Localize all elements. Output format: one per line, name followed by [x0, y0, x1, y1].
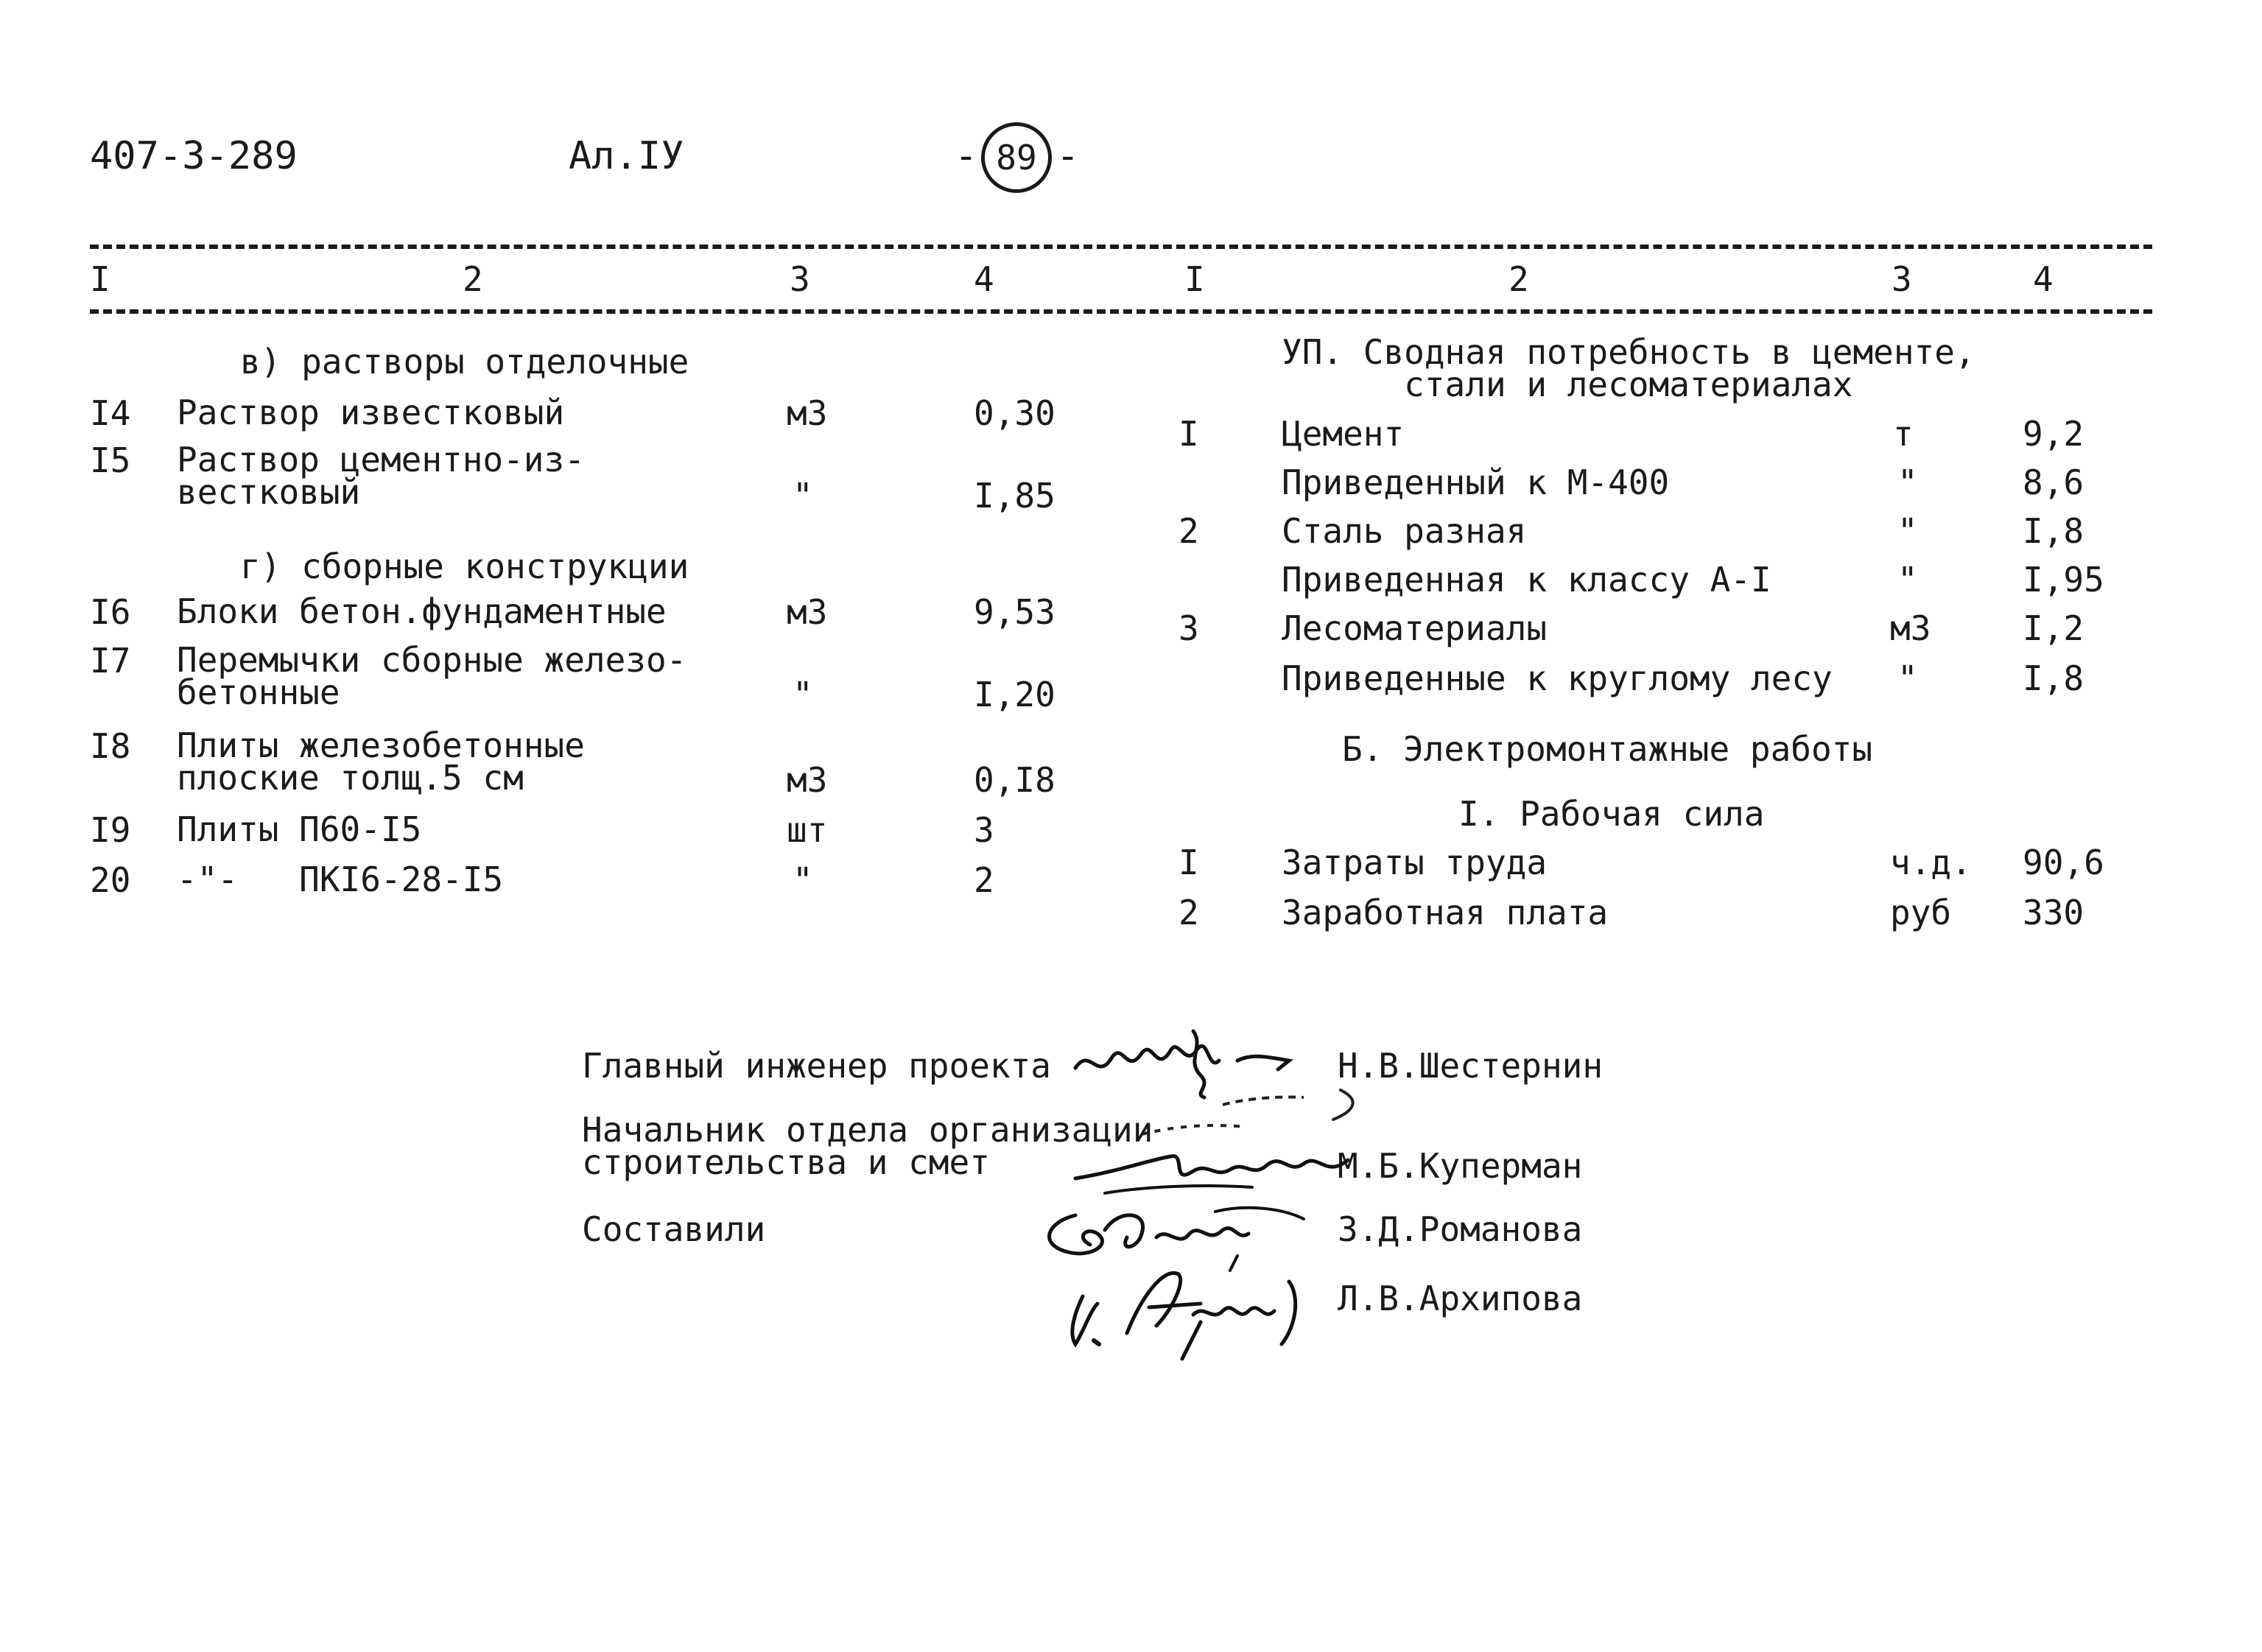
- row-name: Раствор цементно-из- вестковый: [177, 440, 585, 512]
- row-value: I,20: [974, 675, 1056, 714]
- column-header: I: [90, 259, 110, 299]
- row-name: Перемычки сборные железо- бетонные: [177, 640, 687, 712]
- row-name: Сталь разная: [1282, 511, 1527, 551]
- row-value: 0,30: [974, 393, 1056, 433]
- dept-head-title: Начальник отдела организации строительства и смет: [582, 1110, 1153, 1182]
- page-dash-left: -: [955, 134, 978, 178]
- row-number: I8: [90, 726, 131, 766]
- row-unit: ": [1897, 463, 1918, 502]
- row-number: I5: [90, 440, 131, 480]
- row-name: Заработная плата: [1282, 893, 1609, 932]
- row-unit: ": [1897, 658, 1918, 698]
- row-number: I: [1179, 843, 1199, 882]
- row-name: Блоки бетон.фундаментные: [177, 591, 667, 631]
- row-value: 8,6: [2023, 463, 2084, 502]
- compiler-1-name: З.Д.Романова: [1338, 1209, 1583, 1249]
- row-number: 2: [1179, 511, 1199, 551]
- row-value: 9,53: [974, 592, 1056, 632]
- row-number: 20: [90, 860, 131, 900]
- row-unit: ": [793, 675, 813, 714]
- row-unit: м3: [787, 760, 828, 800]
- row-value: 90,6: [2023, 843, 2104, 882]
- column-header: 4: [2033, 259, 2054, 299]
- row-number: I6: [90, 592, 131, 632]
- row-unit: ч.д.: [1890, 843, 1972, 882]
- row-unit: м3: [787, 393, 828, 433]
- row-name: Приведенные к круглому лесу: [1282, 658, 1833, 698]
- column-header: 2: [1508, 259, 1529, 299]
- chief-engineer-title: Главный инженер проекта: [582, 1046, 1051, 1086]
- dept-head-name: М.Б.Куперман: [1338, 1146, 1583, 1186]
- row-name: Приведенная к классу А-I: [1282, 560, 1771, 600]
- row-name: Цемент: [1282, 414, 1405, 454]
- page-number-circle: [981, 122, 1052, 193]
- row-value: 3: [974, 810, 994, 850]
- column-header: 3: [790, 259, 810, 299]
- row-value: I,8: [2023, 658, 2084, 698]
- compiled-by-title: Составили: [582, 1209, 766, 1249]
- row-unit: м3: [787, 592, 828, 632]
- row-name: Затраты труда: [1282, 843, 1548, 882]
- column-header: I: [1184, 259, 1205, 299]
- row-unit: руб: [1890, 893, 1952, 932]
- row-name: Плиты железобетонные плоские толщ.5 см: [177, 725, 585, 798]
- compiler-2-signature: [1053, 1252, 1333, 1363]
- row-value: I,2: [2023, 608, 2084, 648]
- row-unit: ": [793, 860, 813, 900]
- column-header: 3: [1892, 259, 1912, 299]
- document-number: 407-3-289: [90, 134, 298, 178]
- row-number: 2: [1179, 893, 1199, 932]
- row-value: 330: [2023, 893, 2084, 932]
- section-heading-v: в) растворы отделочные: [240, 342, 689, 382]
- row-value: 2: [974, 860, 994, 900]
- page-number: 89: [996, 138, 1037, 177]
- row-value: 0,I8: [974, 760, 1056, 800]
- section-heading-vii: УП. Сводная потребность в цементе, стали и лесоматериалах: [1282, 332, 1975, 404]
- row-number: I9: [90, 810, 131, 850]
- table-top-rule: [90, 245, 2152, 249]
- row-value: I,95: [2023, 560, 2104, 600]
- row-name: -"- ПКI6-28-I5: [177, 860, 504, 899]
- row-number: I: [1179, 414, 1199, 454]
- row-value: 9,2: [2023, 414, 2084, 454]
- row-name: Лесоматериалы: [1282, 608, 1548, 648]
- row-number: I7: [90, 641, 131, 681]
- album-label: Ал.IУ: [569, 134, 684, 178]
- row-value: I,85: [974, 476, 1056, 516]
- row-unit: ": [1897, 511, 1918, 551]
- row-unit: м3: [1890, 608, 1931, 648]
- row-unit: шт: [787, 810, 828, 850]
- row-unit: ": [793, 476, 813, 516]
- column-header: 4: [974, 259, 994, 299]
- column-header: 2: [463, 259, 483, 299]
- subsection-heading-1: I. Рабочая сила: [1458, 794, 1765, 834]
- section-heading-g: г) сборные конструкции: [240, 546, 689, 586]
- page-dash-right: -: [1056, 134, 1080, 178]
- row-unit: т: [1893, 414, 1914, 454]
- row-unit: ": [1897, 560, 1918, 600]
- row-number: I4: [90, 393, 131, 433]
- row-number: 3: [1179, 608, 1199, 648]
- row-name: Раствор известковый: [177, 393, 565, 432]
- row-name: Плиты П60-I5: [177, 809, 422, 849]
- dept-head-signature: [1061, 1083, 1370, 1208]
- table-header-rule: [90, 309, 2152, 314]
- section-heading-b: Б. Электромонтажные работы: [1342, 729, 1873, 769]
- chief-engineer-name: Н.В.Шестернин: [1338, 1046, 1604, 1086]
- compiler-2-name: Л.В.Архипова: [1338, 1279, 1583, 1318]
- row-name: Приведенный к М-400: [1282, 463, 1670, 502]
- row-value: I,8: [2023, 511, 2084, 551]
